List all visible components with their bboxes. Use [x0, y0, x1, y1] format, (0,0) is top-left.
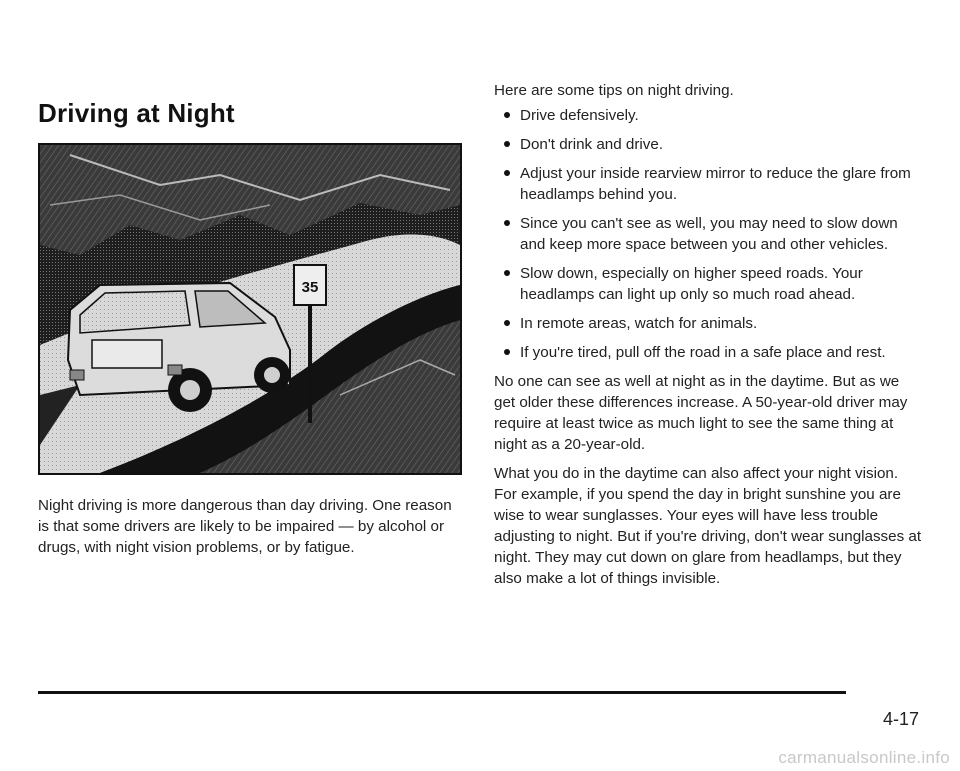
night-driving-illustration: [38, 143, 462, 475]
list-item: If you're tired, pull off the road in a safe place and rest.: [494, 342, 924, 363]
list-item: Slow down, especially on higher speed roads. Your headlamps can light up only so much road ahead.: [494, 263, 924, 305]
footer-rule: [38, 691, 846, 694]
bullet-icon: [504, 112, 510, 118]
list-item: Since you can't see as well, you may need to slow down and keep more space between you and other vehicles.: [494, 213, 924, 255]
watermark: carmanualsonline.info: [778, 748, 950, 767]
tips-list: [494, 105, 924, 363]
bullet-icon: [504, 270, 510, 276]
page-number: 4-17: [883, 709, 920, 729]
list-item: In remote areas, watch for animals.: [494, 313, 924, 334]
page-title: Driving at Night: [38, 98, 235, 128]
bullet-icon: [504, 320, 510, 326]
list-item: Drive defensively.: [494, 105, 924, 126]
paragraph-sunglasses: What you do in the daytime can also affect your night vision. For example, if you spend the day in bright sunshine you are wise to wear sunglasses. Your eyes will have less trouble adjusting to night. But if you're driving, don't wear sunglasses at night. They may cut down on glare from headlamps, but they also make a lot of things invisible.: [494, 465, 922, 587]
bullet-icon: [504, 170, 510, 176]
illustration-caption: [38, 495, 458, 558]
speed-sign-text: 35: [301, 279, 319, 296]
list-item: Adjust your inside rearview mirror to reduce the glare from headlamps behind you.: [494, 163, 924, 205]
bullet-icon: [504, 141, 510, 147]
intro-text: Here are some tips on night driving.: [494, 82, 734, 99]
caption-text: Night driving is more dangerous than day driving. One reason is that some drivers are likely to be impaired — by alcohol or drugs, with night vision problems, or by fatigue.: [38, 497, 452, 556]
bullet-icon: [504, 220, 510, 226]
bullet-icon: [504, 349, 510, 355]
paragraph-age: No one can see as well at night as in the daytime. But as we get older these differences increase. A 50-year-old driver may require at least twice as much light to see the same thing at night as a 20-year-old.: [494, 373, 908, 453]
list-item: Don't drink and drive.: [494, 134, 924, 155]
right-column: [494, 80, 924, 597]
